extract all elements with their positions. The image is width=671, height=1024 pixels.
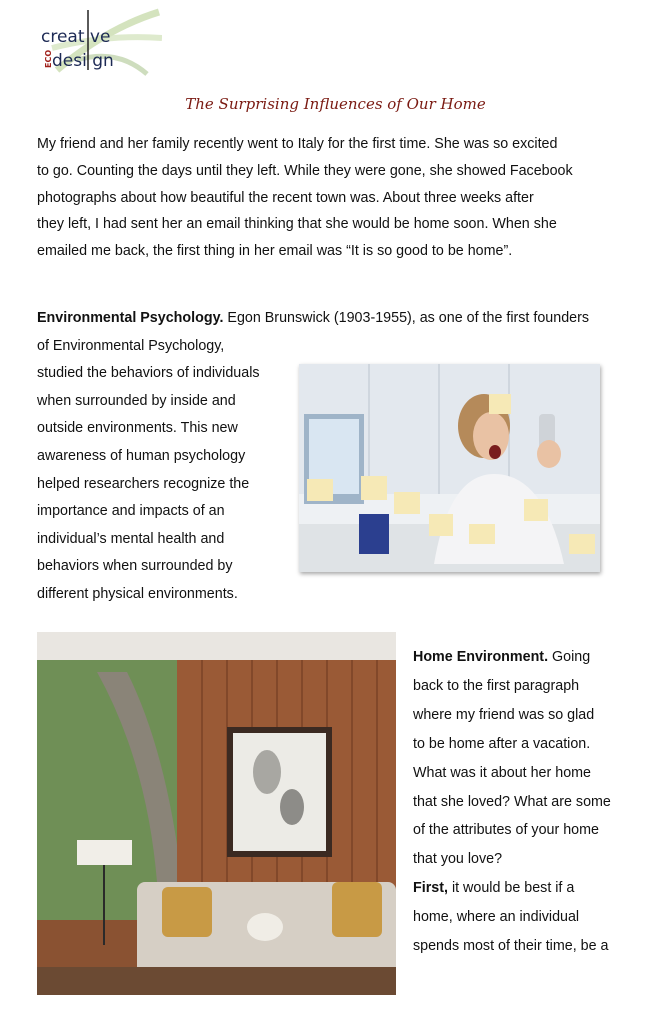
text-line: spends most of their time, be a bbox=[413, 938, 609, 955]
text-line: home, where an individual bbox=[413, 909, 580, 926]
text-line: to be home after a vacation. bbox=[413, 735, 591, 752]
text-line: photographs about how beautiful the recent town was. About three weeks after bbox=[37, 189, 534, 206]
text-line: back to the first paragraph bbox=[413, 677, 580, 694]
intro-paragraph bbox=[37, 131, 573, 265]
text-line: different physical environments. bbox=[37, 585, 238, 602]
text-line: awareness of human psychology bbox=[37, 447, 246, 464]
text-line: What was it about her home bbox=[413, 764, 592, 781]
stressed-woman-photo bbox=[299, 364, 600, 572]
section-heading: Home Environment. bbox=[413, 649, 549, 665]
text-line: emailed me back, the first thing in her email was “It is so good to be home”. bbox=[37, 243, 513, 260]
text-line: they left, I had sent her an email thinking that she would be home soon. When she bbox=[37, 216, 557, 233]
text-line: importance and impacts of an bbox=[37, 503, 225, 520]
text-line: it would be best if a bbox=[447, 880, 575, 897]
svg-text:creat ve: creat ve bbox=[41, 27, 111, 47]
text-line: studied the behaviors of individuals bbox=[37, 365, 260, 382]
living-room-photo bbox=[37, 632, 396, 995]
text-line: that she loved? What are some bbox=[413, 793, 611, 810]
text-line: Going bbox=[548, 649, 591, 665]
text-line: outside environments. This new bbox=[37, 420, 238, 437]
eco-creative-design-logo bbox=[37, 8, 162, 78]
text-line: My friend and her family recently went to Italy for the first time. She was so excited bbox=[37, 136, 558, 152]
text-line: when surrounded by inside and bbox=[37, 392, 236, 409]
text-line: that you love? bbox=[413, 851, 503, 868]
text-line: behaviors when surrounded by bbox=[37, 558, 233, 575]
home-environment-section bbox=[413, 643, 611, 961]
article-title: The Surprising Influences of Our Home bbox=[185, 95, 486, 113]
text-line: Egon Brunswick (1903-1955), as one of the first founders bbox=[223, 310, 590, 326]
text-line: of the attributes of your home bbox=[413, 822, 599, 839]
text-line: where my friend was so glad bbox=[413, 706, 595, 723]
svg-text:desi gn: desi gn bbox=[52, 51, 114, 71]
svg-text:ECO: ECO bbox=[44, 49, 53, 68]
text-line: of Environmental Psychology, bbox=[37, 337, 225, 354]
text-line: individual’s mental health and bbox=[37, 530, 225, 547]
section-heading: Environmental Psychology. bbox=[37, 310, 224, 326]
first-label: First, bbox=[413, 880, 448, 897]
text-line: to go. Counting the days until they left. While they were gone, she showed Facebook bbox=[37, 162, 573, 179]
text-line: helped researchers recognize the bbox=[37, 475, 250, 492]
